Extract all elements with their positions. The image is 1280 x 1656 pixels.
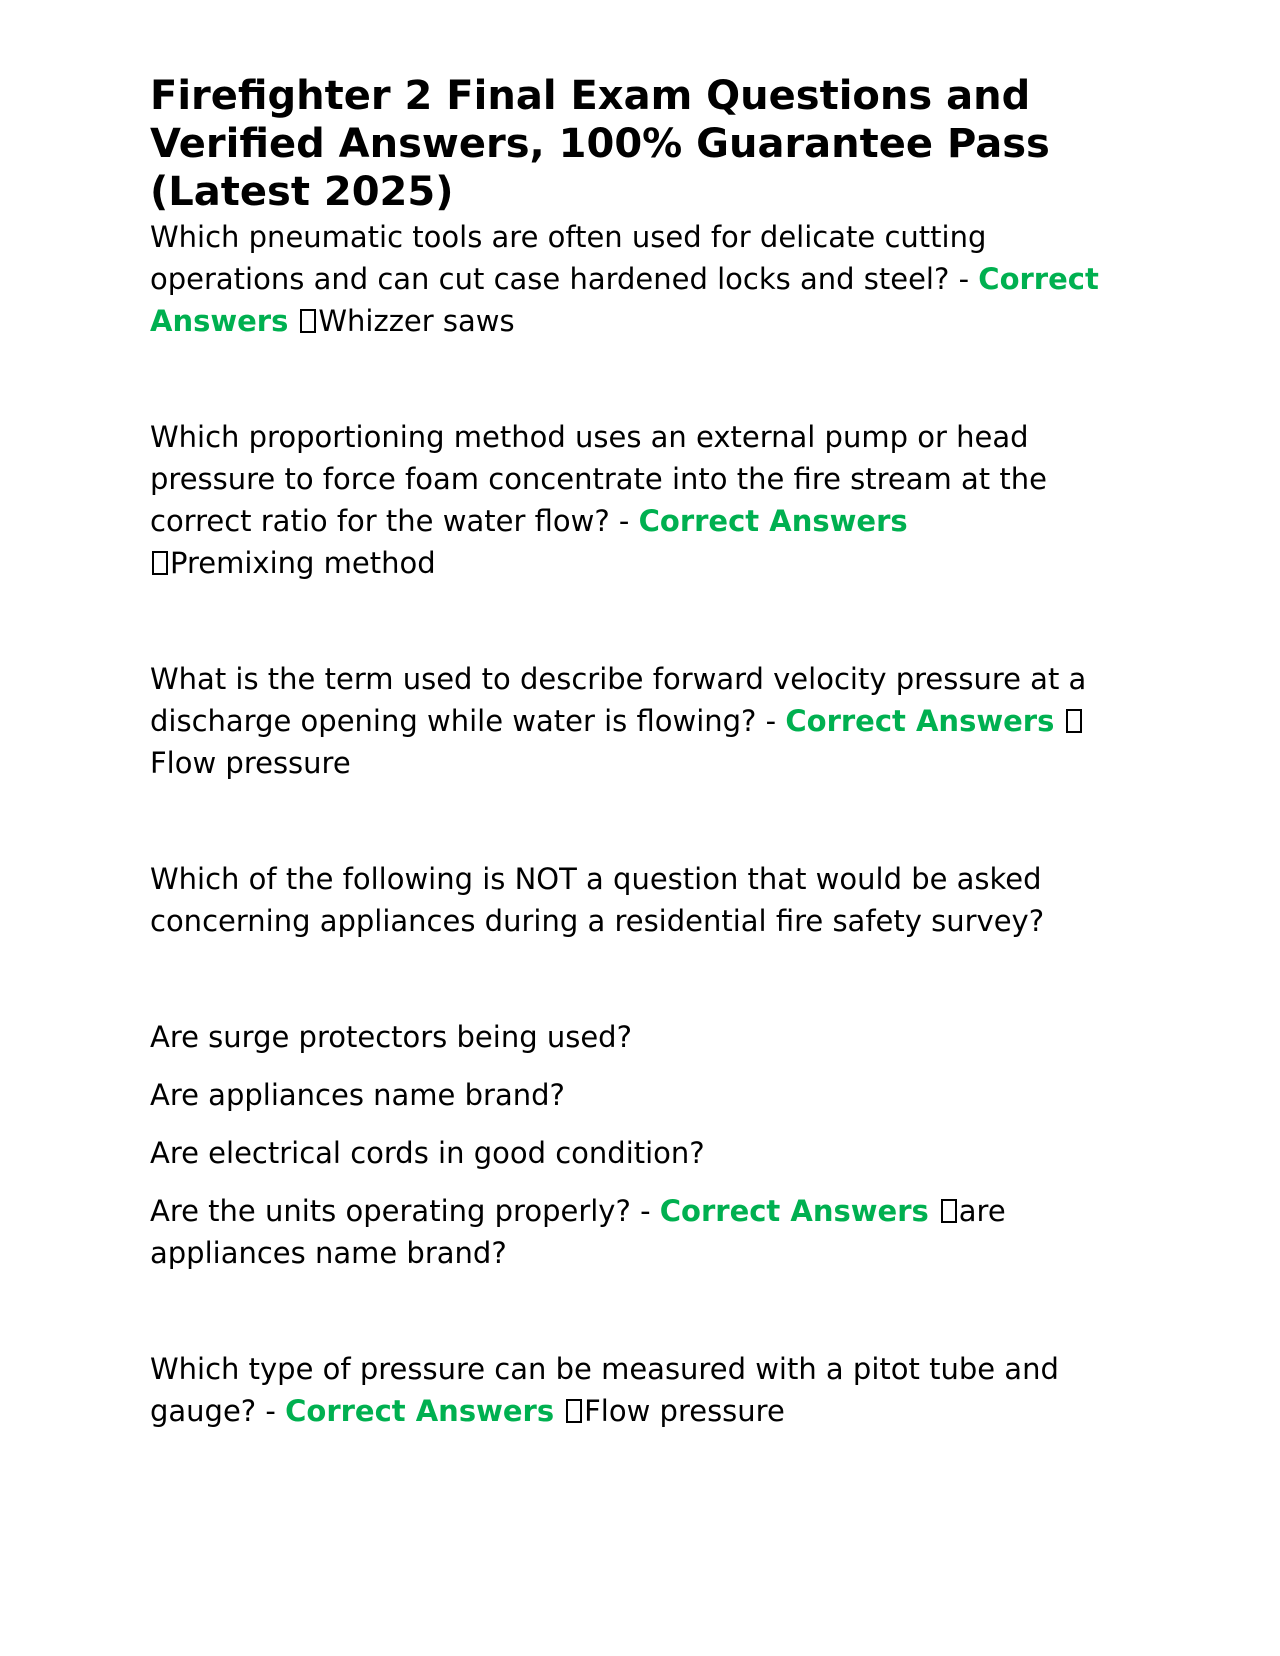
answer-text: Flow pressure — [584, 1394, 785, 1428]
option-text: Are the units operating properly? - — [150, 1194, 651, 1228]
qa-item-2 — [150, 416, 1130, 584]
correct-answers-label: Correct Answers — [285, 1394, 555, 1428]
answer-text: Whizzer saws — [318, 304, 515, 338]
checkbox-icon — [566, 1399, 582, 1423]
question-text: Which of the following is NOT a question that would be asked concerning appliances during a residential fire safety survey? — [150, 862, 1045, 938]
option-item: Are surge protectors being used? — [150, 1020, 632, 1054]
correct-answers-label: Correct Answers — [150, 262, 1099, 338]
question-text: Which type of pressure can be measured with a pitot tube and gauge? - — [150, 1352, 1059, 1428]
answer-text: Flow pressure — [150, 746, 351, 780]
correct-answers-label: Correct Answers — [785, 704, 1055, 738]
qa-item-1 — [150, 216, 1130, 342]
question-text: Which pneumatic tools are often used for delicate cutting operations and can cut case hardened locks and steel? - — [150, 220, 987, 296]
answer-text: Premixing method — [170, 546, 436, 580]
checkbox-icon — [941, 1199, 957, 1223]
answer-text: are appliances name brand? — [150, 1194, 1006, 1270]
checkbox-icon — [152, 551, 168, 575]
checkbox-icon — [300, 309, 316, 333]
qa-item-5 — [150, 1348, 1130, 1432]
correct-answers-label: Correct Answers — [659, 1194, 929, 1228]
question-text: Which proportioning method uses an external pump or head pressure to force foam concentrate into the fire stream at the correct ratio for the water flow? - — [150, 420, 1047, 538]
correct-answers-label: Correct Answers — [638, 504, 908, 538]
document-page — [150, 72, 1130, 1432]
document-title: Firefighter 2 Final Exam Questions and Verified Answers, 100% Guarantee Pass (Latest 2025) — [150, 73, 1050, 215]
option-item: Are electrical cords in good condition? — [150, 1136, 705, 1170]
qa-item-4 — [150, 858, 1130, 942]
option-item: Are appliances name brand? — [150, 1078, 565, 1112]
question-text: What is the term used to describe forward velocity pressure at a discharge opening while water is flowing? - — [150, 662, 1087, 738]
qa-item-3 — [150, 658, 1130, 784]
checkbox-icon — [1066, 709, 1082, 733]
option-item-with-answer — [150, 1190, 1130, 1274]
